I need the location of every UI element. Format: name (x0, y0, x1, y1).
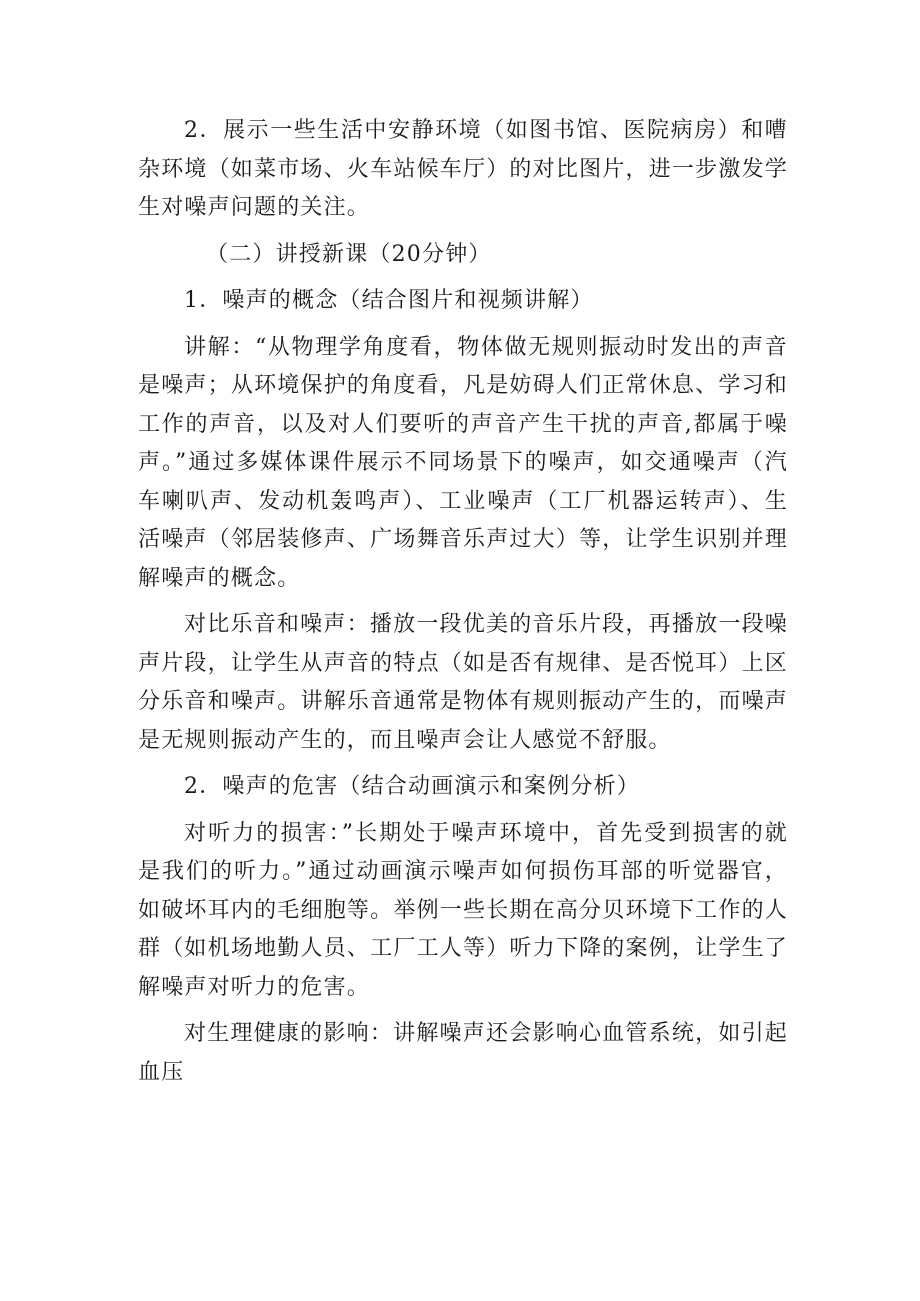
document-body (138, 112, 788, 1092)
paragraph-noise-definition: 讲解：“从物理学角度看，物体做无规则振动时发出的声音是噪声；从环境保护的角度看，凡是妨碍人们正常休息、学习和工作的声音，以及对人们要听的声音产生干扰的声音,都属于噪声。”通过多媒体课件展示不同场景下的噪声，如交通噪声（汽车喇叭声、发动机轰鸣声）、工业噪声（工厂机器运转声）、生活噪声（邻居装修声、广场舞音乐声过大）等，让学生识别并理解噪声的概念。 (138, 334, 788, 591)
subheading-noise-harm: 2．噪声的危害（结合动画演示和案例分析） (184, 774, 640, 799)
subheading-noise-concept: 1．噪声的概念（结合图片和视频讲解） (184, 288, 594, 313)
section-heading-new-lesson: （二）讲授新课（20分钟） (206, 241, 492, 267)
paragraph-physiological-effects: 对生理健康的影响：讲解噪声还会影响心血管系统，如引起血压 (138, 1021, 788, 1085)
paragraph-hearing-damage: 对听力的损害：”长期处于噪声环境中，首先受到损害的就是我们的听力。”通过动画演示噪声如何损伤耳部的听觉器官，如破坏耳内的毛细胞等。举例一些长期在高分贝环境下工作的人群（如机场地勤人员、工厂工人等）听力下降的案例，让学生了解噪声对听力的危害。 (138, 820, 788, 1000)
paragraph-music-vs-noise: 对比乐音和噪声：播放一段优美的音乐片段，再播放一段噪声片段，让学生从声音的特点（如是否有规律、是否悦耳）上区分乐音和噪声。讲解乐音通常是物体有规则振动产生的，而噪声是无规则振动产生的，而且噪声会让人感觉不舒服。 (138, 612, 788, 753)
paragraph-intro-comparison: 2．展示一些生活中安静环境（如图书馆、医院病房）和嘈杂环境（如菜市场、火车站候车厅）的对比图片，进一步激发学生对噪声问题的关注。 (138, 118, 788, 220)
